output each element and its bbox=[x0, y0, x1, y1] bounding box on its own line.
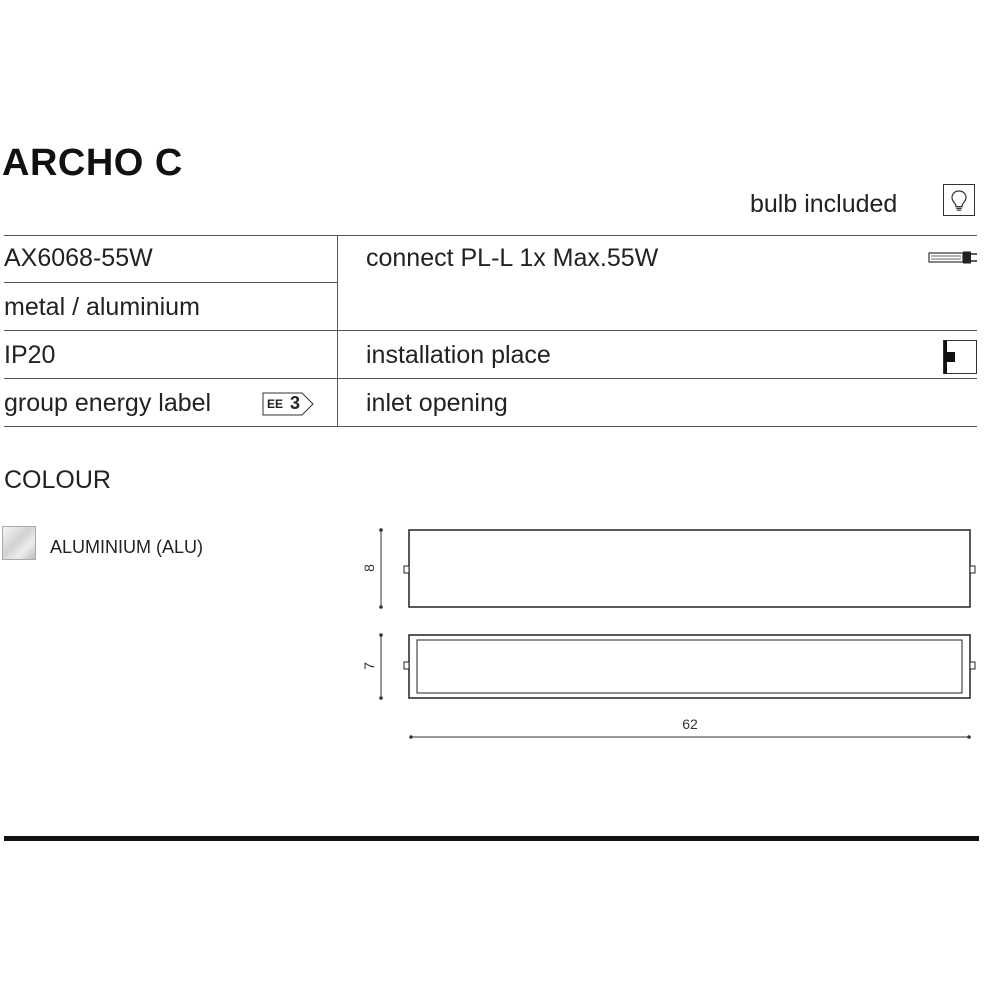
table-rule-left-1 bbox=[4, 282, 337, 283]
table-rule-3 bbox=[4, 378, 977, 379]
dim-length: 62 bbox=[682, 716, 698, 732]
energy-label-text: group energy label bbox=[4, 389, 212, 417]
product-title: ARCHO C bbox=[2, 142, 183, 184]
colour-heading: COLOUR bbox=[4, 466, 111, 494]
colour-swatch-aluminium[interactable] bbox=[2, 526, 36, 560]
bulb-included-label: bulb included bbox=[750, 190, 898, 218]
pl-l-tube-icon bbox=[928, 250, 978, 266]
energy-badge-prefix: EE bbox=[267, 397, 284, 411]
bottom-rule bbox=[4, 836, 979, 841]
energy-badge-value: 3 bbox=[290, 393, 301, 413]
energy-label-icon bbox=[262, 392, 314, 416]
product-code: AX6068-55W bbox=[4, 244, 153, 272]
inlet-opening: inlet opening bbox=[366, 389, 508, 417]
table-rule-2 bbox=[4, 330, 977, 331]
dimension-drawing bbox=[355, 520, 980, 750]
material: metal / aluminium bbox=[4, 293, 200, 321]
lightbulb-icon bbox=[943, 184, 975, 216]
table-rule-top bbox=[4, 235, 977, 236]
connect-spec: connect PL-L 1x Max.55W bbox=[366, 244, 659, 272]
ip-rating: IP20 bbox=[4, 341, 56, 369]
wall-mount-icon bbox=[943, 340, 977, 374]
table-divider bbox=[337, 235, 338, 426]
colour-label-aluminium: ALUMINIUM (ALU) bbox=[50, 537, 204, 557]
installation-place: installation place bbox=[366, 341, 551, 369]
dim-height-bottom: 7 bbox=[361, 662, 377, 670]
table-rule-bottom bbox=[4, 426, 977, 427]
dim-height-top: 8 bbox=[361, 564, 377, 572]
